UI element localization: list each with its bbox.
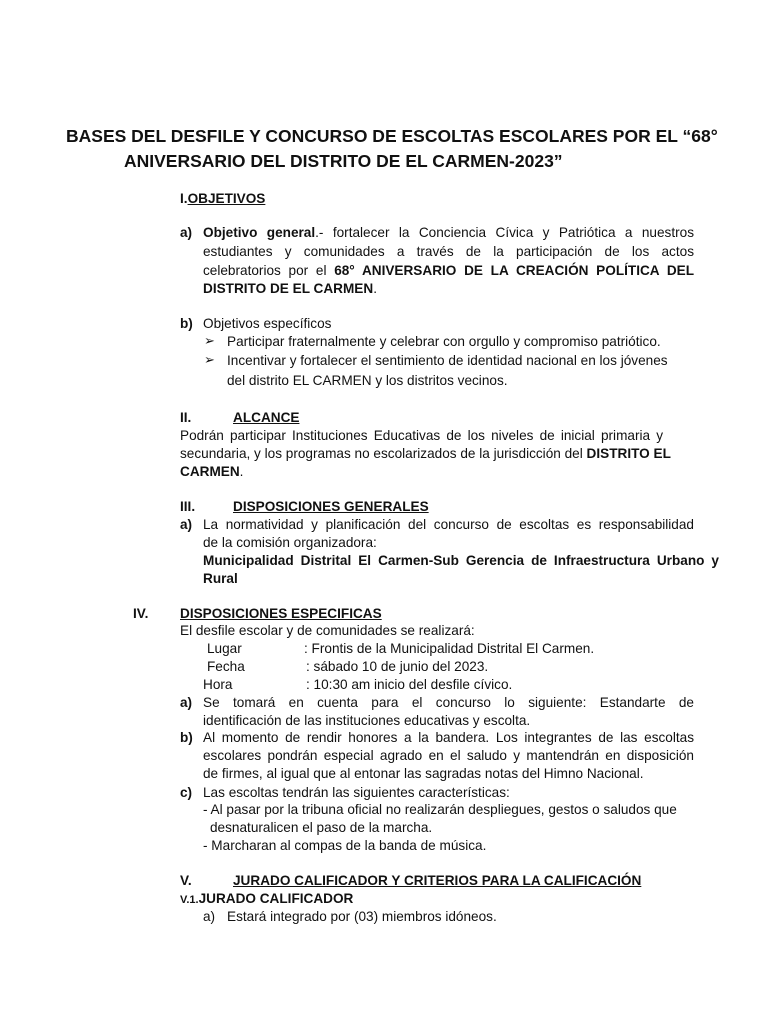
specific-b-line-3: de firmes, al igual que al entonar las sagradas notas del Himno Nacional. [203,766,644,781]
section-2-heading: ALCANCE [233,410,300,425]
scope-line-3 [180,464,243,479]
organizer-name-line-1: Municipalidad Distrital El Carmen-Sub Gerencia de Infraestructura Urbano y [203,553,719,568]
arrow-bullet-icon: ➢ [204,333,215,348]
item-marker: a) [203,909,216,924]
jury-line-1: Estará integrado por (03) miembros idóneos. [227,909,497,924]
text-span: celebratorios por el [203,263,327,278]
specific-b-line-1: Al momento de rendir honores a la bandera. Los integrantes de las escoltas [203,730,694,745]
objective-general-line-4 [203,281,377,296]
specific-a-line-1: Se tomará en cuenta para el concurso lo siguiente: Estandarte de [203,695,694,710]
section-title: OBJETIVOS [187,191,266,206]
document-title-line-2: ANIVERSARIO DEL DISTRITO DE EL CARMEN-2023” [124,151,563,171]
objective-general-label: Objetivo general [203,225,316,240]
subsection-5-1 [180,891,353,906]
parade-intro: El desfile escolar y de comunidades se realizará: [180,623,475,638]
objective-general-line-1 [203,225,694,240]
detail-label-place: Lugar [207,641,242,656]
district-name: CARMEN [180,464,240,479]
detail-value-date: : sábado 10 de junio del 2023. [306,659,489,674]
specific-c-line-4: - Marcharan al compas de la banda de música. [203,838,487,853]
district-name: DISTRITO DE EL CARMEN [203,281,374,296]
text-span: . [373,281,377,296]
bullet-item-2-line-2: del distrito EL CARMEN y los distritos vecinos. [227,373,508,388]
section-4-heading: DISPOSICIONES ESPECIFICAS [180,606,382,621]
item-marker: a) [180,225,193,240]
text-span: secundaria, y los programas no escolarizados de la jurisdicción del [180,446,583,461]
section-2-number: II. [180,410,192,425]
bullet-item-1: Participar fraternalmente y celebrar con orgullo y compromiso patriótico. [227,334,661,349]
section-3-heading: DISPOSICIONES GENERALES [233,499,429,514]
section-number: I. [180,191,188,206]
objectives-specific-label: Objetivos específicos [203,316,332,331]
scope-line-2 [180,446,671,461]
scope-line-1: Podrán participar Instituciones Educativas de los niveles de inicial primaria y [180,428,663,443]
section-4-number: IV. [133,606,149,621]
district-name: DISTRITO EL [586,446,671,461]
bullet-item-2-line-1: Incentivar y fortalecer el sentimiento de identidad nacional en los jóvenes [227,353,668,368]
item-marker: a) [180,695,193,710]
text-span: . [239,464,244,479]
detail-label-time: Hora [203,677,233,692]
section-3-number: III. [180,499,196,514]
detail-label-date: Fecha [207,659,245,674]
item-marker: c) [180,785,193,800]
item-marker: a) [180,517,193,532]
item-marker: b) [180,316,193,331]
specific-b-line-2: escolares pondrán especial agrado en el saludo y mantendrán en disposición [203,748,694,763]
section-5-number: V. [180,873,192,888]
subsection-number: V.1. [180,894,199,906]
detail-value-place: : Frontis de la Municipalidad Distrital El Carmen. [304,641,595,656]
objective-general-line-3 [203,263,694,278]
anniversary-title: 68° ANIVERSARIO DE LA CREACIÓN POLÍTICA DEL [334,263,695,278]
section-1-heading [180,191,265,206]
document-title-line-1: BASES DEL DESFILE Y CONCURSO DE ESCOLTAS ESCOLARES POR EL “68° [66,126,718,146]
specific-c-line-3: desnaturalicen el paso de la marcha. [210,820,433,835]
organizer-name-line-2: Rural [203,571,238,586]
general-provision-line-1: La normatividad y planificación del concurso de escoltas es responsabilidad [203,517,694,532]
objective-general-line-2: estudiantes y comunidades a través de la participación de los actos [203,244,694,259]
item-marker: b) [180,730,193,745]
detail-value-time: : 10:30 am inicio del desfile cívico. [306,677,513,692]
specific-c-line-1: Las escoltas tendrán las siguientes características: [203,785,510,800]
section-5-heading: JURADO CALIFICADOR Y CRITERIOS PARA LA CALIFICACIÓN [233,873,642,888]
specific-c-line-2: - Al pasar por la tribuna oficial no realizarán despliegues, gestos o saludos que [203,802,677,817]
subsection-title: JURADO CALIFICADOR [198,891,354,906]
general-provision-line-2: de la comisión organizadora: [203,535,377,550]
specific-a-line-2: identificación de las instituciones educativas y escolta. [203,713,531,728]
objective-general-text: .- fortalecer la Conciencia Cívica y Patriótica a nuestros [315,225,695,240]
arrow-bullet-icon: ➢ [204,352,215,367]
